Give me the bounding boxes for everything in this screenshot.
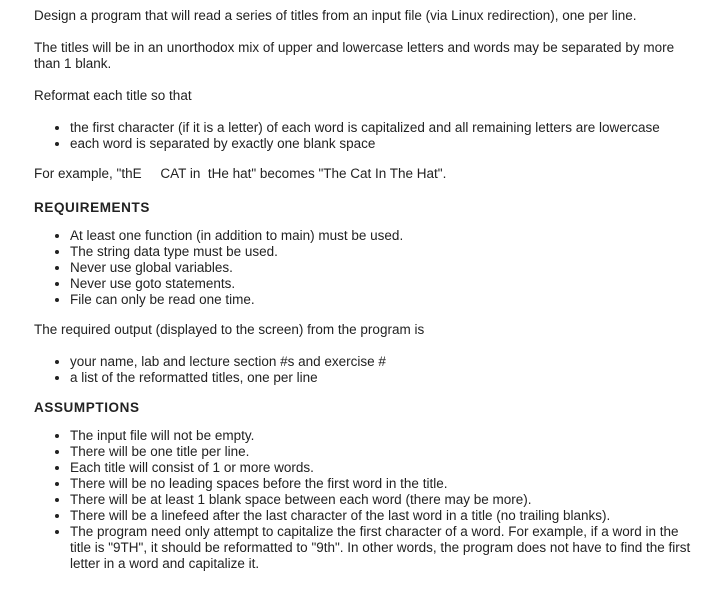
requirements-heading: REQUIREMENTS [34, 200, 150, 215]
list-item: • There will be one title per line. [70, 444, 694, 460]
assumptions-heading: ASSUMPTIONS [34, 400, 140, 415]
intro-paragraph-3: Reformat each title so that [34, 88, 192, 103]
list-item: • There will be a linefeed after the last character of the last word in a title (no trailing blanks). [70, 508, 694, 524]
list-item: • The input file will not be empty. [70, 428, 694, 444]
assignment-document [34, 8, 694, 586]
list-item: • Never use global variables. [70, 260, 694, 276]
list-item: • There will be at least 1 blank space between each word (there may be more). [70, 492, 694, 508]
list-item: • File can only be read one time. [70, 292, 694, 308]
reformat-rules-list [34, 120, 694, 152]
output-list [34, 354, 694, 386]
assumptions-list [34, 428, 694, 572]
list-item: • The program need only attempt to capitalize the first character of a word. For example, if a word in the title is "9TH", it should be reformatted to "9th". In other words, the program does not have to find the first letter in a word and capitalize it. [70, 524, 694, 572]
list-item: • a list of the reformatted titles, one per line [70, 370, 694, 386]
list-item: • The string data type must be used. [70, 244, 694, 260]
intro-paragraph-1: Design a program that will read a series of titles from an input file (via Linux redirection), one per line. [34, 8, 637, 23]
list-item: • each word is separated by exactly one blank space [70, 136, 694, 152]
example-paragraph: For example, "thE CAT in tHe hat" becomes "The Cat In The Hat". [34, 166, 447, 181]
list-item: • There will be no leading spaces before the first word in the title. [70, 476, 694, 492]
intro-paragraph-2: The titles will be in an unorthodox mix of upper and lowercase letters and words may be separated by more than 1 blank. [34, 40, 678, 71]
list-item: • At least one function (in addition to main) must be used. [70, 228, 694, 244]
list-item: • Each title will consist of 1 or more words. [70, 460, 694, 476]
output-intro: The required output (displayed to the screen) from the program is [34, 322, 425, 337]
list-item: • the first character (if it is a letter) of each word is capitalized and all remaining letters are lowercase [70, 120, 694, 136]
requirements-list [34, 228, 694, 308]
list-item: • Never use goto statements. [70, 276, 694, 292]
list-item: • your name, lab and lecture section #s and exercise # [70, 354, 694, 370]
